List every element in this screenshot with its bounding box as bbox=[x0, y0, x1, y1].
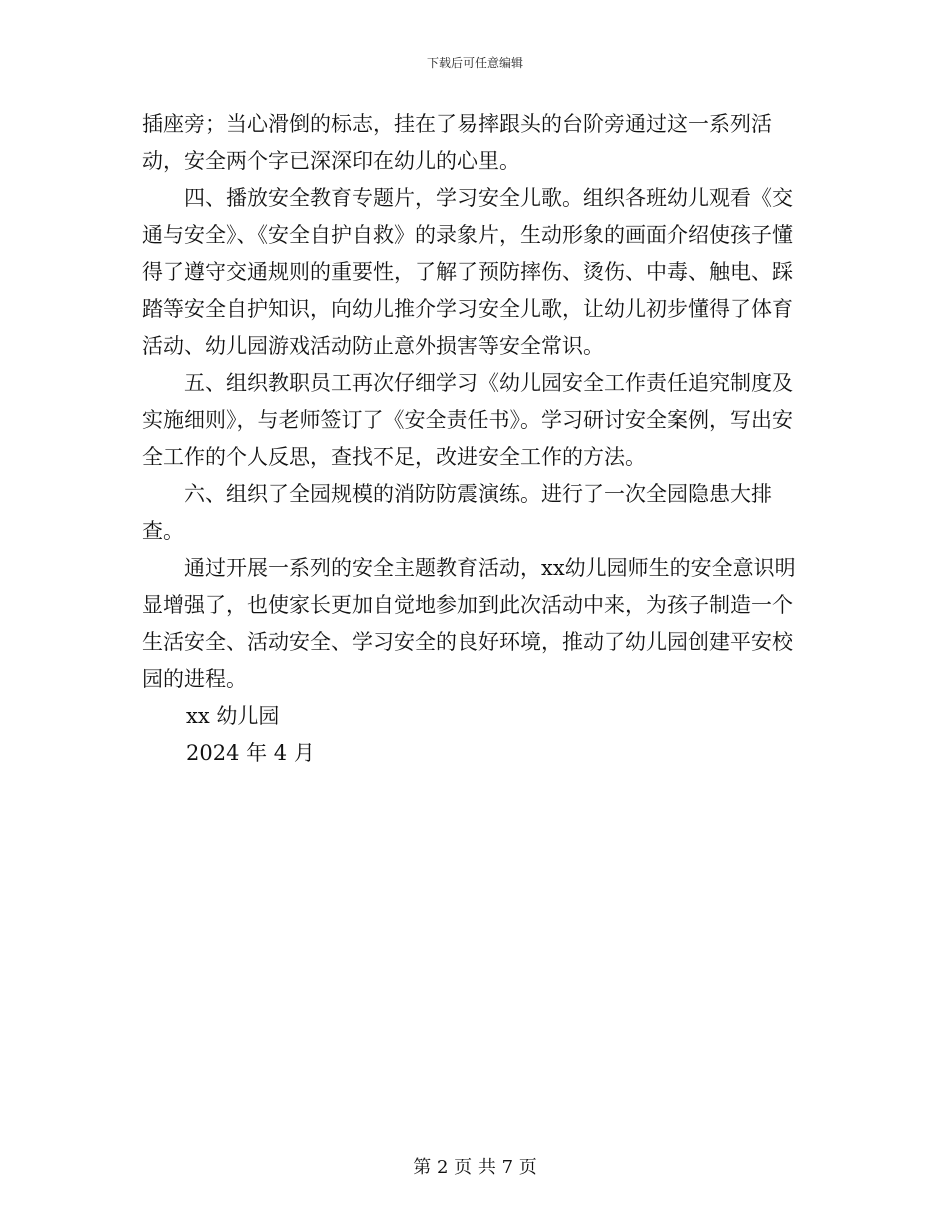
signature-organization: xx 幼儿园 bbox=[186, 704, 280, 728]
paragraph-item-4: 四、播放安全教育专题片，学习安全儿歌。组织各班幼儿观看《交通与安全》、《安全自护自救》的录象片，生动形象的画面介绍使孩子懂得了遵守交通规则的重要性，了解了预防摔伤、烫伤、中毒、触电、踩踏等安全自护知识，向幼儿推介学习安全儿歌，让幼儿初步懂得了体育活动、幼儿园游戏活动防止意外损害等安全常识。 bbox=[142, 186, 793, 358]
document-body bbox=[142, 106, 810, 772]
signature-date: 2024 年 4 月 bbox=[186, 741, 315, 765]
paragraph-summary: 通过开展一系列的安全主题教育活动，xx幼儿园师生的安全意识明显增强了，也使家长更加自觉地参加到此次活动中来，为孩子制造一个生活安全、活动安全、学习安全的良好环境，推动了幼儿园创建平安校园的进程。 bbox=[142, 556, 796, 691]
paragraph-item-5: 五、组织教职员工再次仔细学习《幼儿园安全工作责任追究制度及实施细则》，与老师签订了《安全责任书》。学习研讨安全案例，写出安全工作的个人反思，查找不足，改进安全工作的方法。 bbox=[142, 371, 793, 469]
page-header: 下载后可任意编辑 bbox=[426, 56, 523, 70]
page-number-footer: 第 2 页 共 7 页 bbox=[413, 1157, 537, 1178]
paragraph-item-6: 六、组织了全园规模的消防防震演练。进行了一次全园隐患大排查。 bbox=[142, 482, 772, 543]
paragraph-continuation: 插座旁；当心滑倒的标志，挂在了易摔跟头的台阶旁通过这一系列活动，安全两个字已深深印在幼儿的心里。 bbox=[142, 112, 772, 173]
